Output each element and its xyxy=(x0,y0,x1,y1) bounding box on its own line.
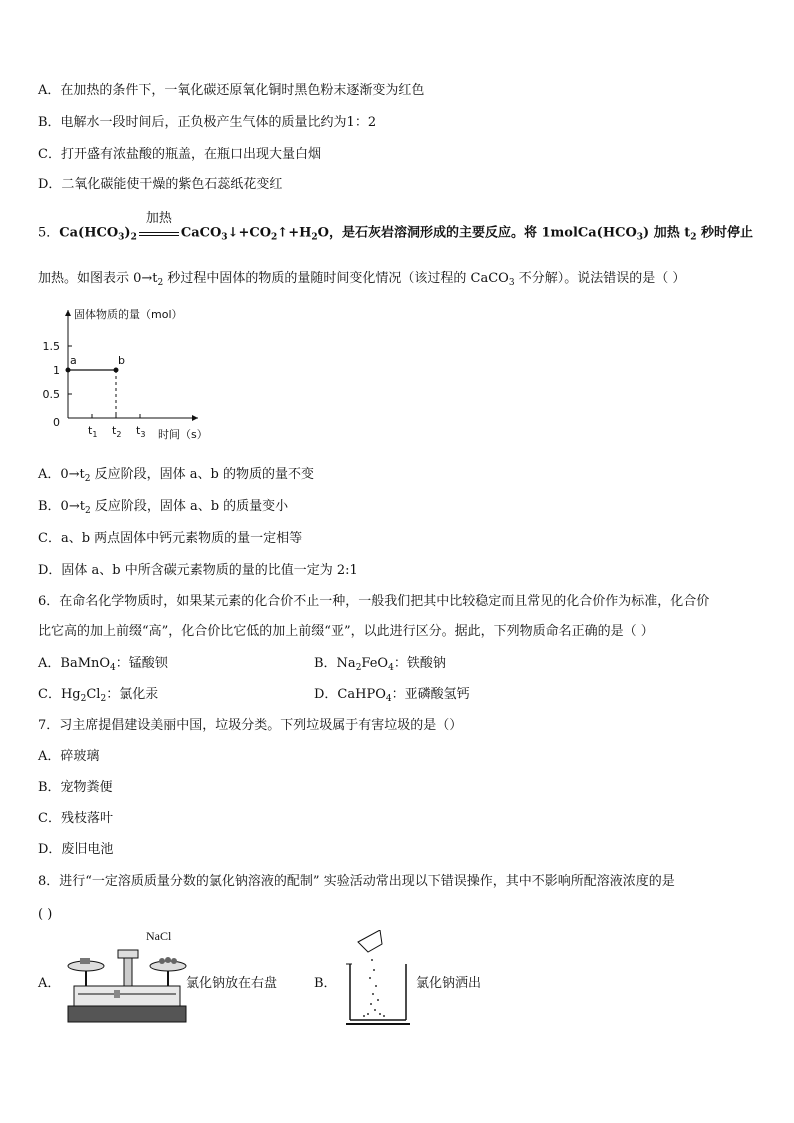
q6-stem-line2: 比它高的加上前缀“高”，化合价比它低的加上前缀“亚”，以此进行区分。据此，下列物质命名正确的是（ ） xyxy=(38,624,654,639)
y-tick-label: 0 xyxy=(53,416,60,429)
q8-option-b-label: B． xyxy=(314,976,337,991)
y-tick-label: 1 xyxy=(53,364,60,377)
q7-option-d: D．废旧电池 xyxy=(38,842,114,857)
q4-option-a: A．在加热的条件下，一氧化碳还原氧化铜时黑色粉末逐渐变为红色 xyxy=(38,83,425,98)
point-label-a: a xyxy=(70,354,77,367)
q5-option-b: B．$0\to t_2$ 反应阶段，固体 a、b 的质量变小 xyxy=(38,499,289,516)
q8-option-a-label: A． xyxy=(38,976,61,991)
q8-option-a-caption: 氯化钠放在右盘 xyxy=(186,976,278,991)
q6-stem-line1: 6．在命名化学物质时，如果某元素的化合价不止一种，一般我们把其中比较稳定而且常见的化合价作为标准，化合价 xyxy=(38,594,710,609)
q5-option-a: A．$0\to t_2$ 反应阶段，固体 a、b 的物质的量不变 xyxy=(38,467,314,484)
q6-option-c: C．$Hg_2Cl_2$：氯化汞 xyxy=(38,687,159,704)
q8-option-b-caption: 氯化钠洒出 xyxy=(416,976,482,991)
q4-option-d: D．二氧化碳能使干燥的紫色石蕊纸花变红 xyxy=(38,177,283,192)
q5-number: 5． xyxy=(38,225,60,241)
q5-option-d: D．固体 a、b 中所含碳元素物质的量的比值一定为 2:1 xyxy=(38,563,358,578)
x-axis-label: 时间（s） xyxy=(158,428,208,441)
q6-option-b: B．$Na_2FeO_4$：铁酸钠 xyxy=(314,656,446,673)
q7-stem: 7．习主席提倡建设美丽中国，垃圾分类。下列垃圾属于有害垃圾的是（） xyxy=(38,718,463,733)
y-tick-label: 0.5 xyxy=(42,388,60,401)
q6-option-a: A．BaMnO$_4$：锰酸钡 xyxy=(38,656,168,673)
q7-option-c: C．残枝落叶 xyxy=(38,811,113,826)
data-point-a xyxy=(66,368,71,373)
nacl-label: NaCl xyxy=(146,929,172,943)
x-tick-label: $t_2$ xyxy=(112,424,122,439)
q5-stem-line2: 加热。如图表示 $0\to t_2$ 秒过程中固体的物质的量随时间变化情况（该过程的 CaCO$_3$ 不分解）。说法错误的是（ ） xyxy=(38,271,686,288)
q7-option-a: A．碎玻璃 xyxy=(38,749,100,764)
x-axis-arrow xyxy=(192,415,198,421)
q6-option-d: D．CaHPO$_4$：亚磷酸氢钙 xyxy=(314,687,470,704)
q8-paren: ( ) xyxy=(38,907,53,922)
q5-stem-line1: 5．$Ca(HCO_3)_2$ 加热 $CaCO_3↓+CO_2↑+H_2O$，是石灰岩溶洞形成的主要反应。将 $1molCa(HCO_3)$ 加热 $t_2$ 秒时停止 xyxy=(38,211,754,243)
q7-option-b: B．宠物粪便 xyxy=(38,780,113,795)
x-tick-label: $t_1$ xyxy=(88,424,98,439)
beaker-spill-figure xyxy=(340,930,420,1030)
point-label-b: b xyxy=(118,354,125,367)
q8-stem: 8．进行“一定溶质质量分数的氯化钠溶液的配制” 实验活动常出现以下错误操作，其中不影响所配溶液浓度的是 xyxy=(38,874,675,889)
balance-scale-figure xyxy=(64,928,190,1028)
q5-option-c: C．a、b 两点固体中钙元素物质的量一定相等 xyxy=(38,531,303,546)
reaction-condition: 加热 xyxy=(137,224,181,242)
data-point-b xyxy=(114,368,119,373)
x-tick-label: $t_3$ xyxy=(136,424,146,439)
y-tick-label: 1.5 xyxy=(42,340,60,353)
q4-option-c: C．打开盛有浓盐酸的瓶盖，在瓶口出现大量白烟 xyxy=(38,147,321,162)
y-axis-label: 固体物质的量（mol） xyxy=(74,308,183,321)
q4-option-b: B．电解水一段时间后，正负极产生气体的质量比约为1：2 xyxy=(38,115,377,130)
y-axis-arrow xyxy=(65,310,71,316)
q5-chart xyxy=(38,300,258,450)
